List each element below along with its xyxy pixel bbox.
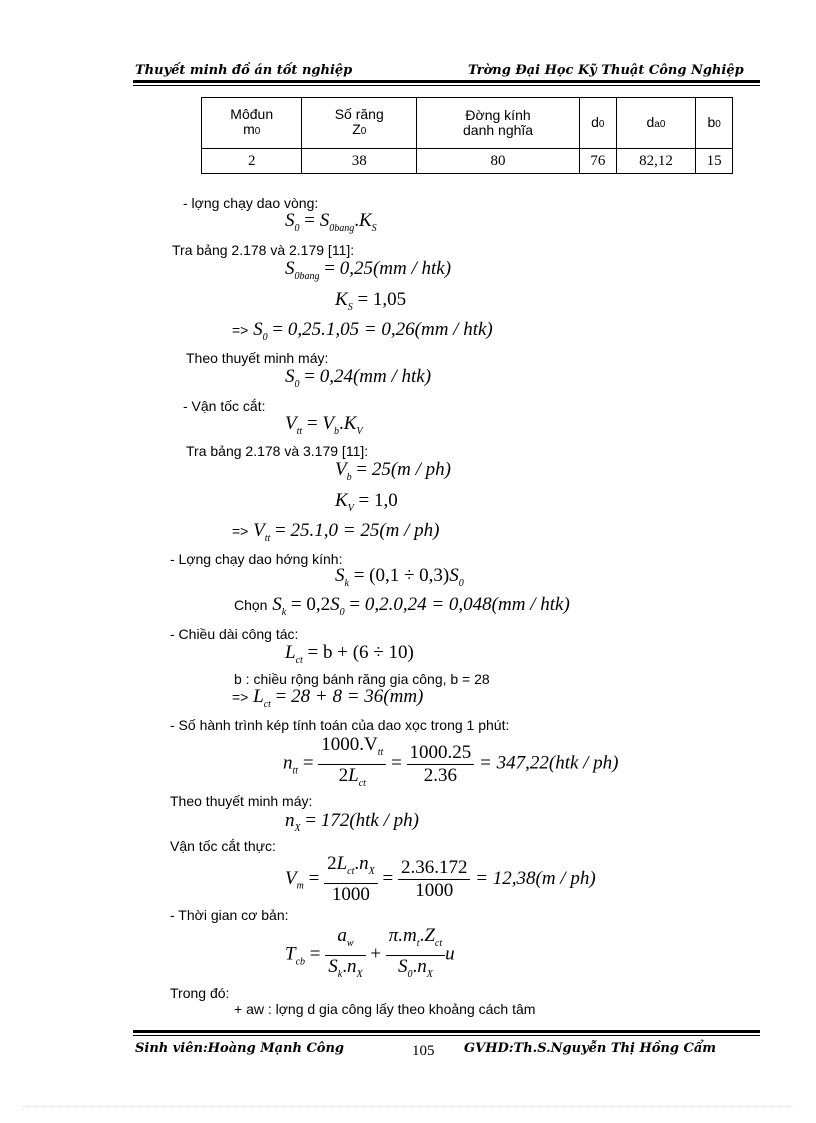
eq-value: 1,05 <box>372 289 407 310</box>
denominator: 1000 <box>415 879 454 901</box>
fraction: $\frac{a_w}{S_k.n_X}$ <box>325 925 365 986</box>
eq-value: = 12,38(m / ph) <box>475 867 596 889</box>
numerator: 2.36.172 <box>398 857 471 880</box>
text-line: Tra bảng 2.178 và 3.179 [11]: <box>186 443 369 459</box>
eq-value: 28 + 8 = 36(mm) <box>291 686 424 707</box>
equation-ntt: $n_{tt}$ = $\frac{1000.V_{tt}}{2L_{ct}}$ = $\frac{1000.25}{2.36}$ = 347,22(htk / ph) <box>283 734 619 795</box>
denominator: 1000 <box>331 883 370 905</box>
text-line: - Lợng chạy dao hớng kính: <box>170 551 343 567</box>
text-line: b : chiều rộng bánh răng gia công, b = 28 <box>234 671 490 687</box>
header-rule <box>133 80 760 83</box>
eq-value: 0,2.0,24 = 0,048(mm / htk) <box>364 594 570 615</box>
eq-value: 25(m / ph) <box>371 459 451 480</box>
th-b0: b0 <box>696 98 733 149</box>
footer-right: GVHD:Th.S.Nguyễn Thị Hồng Cẩm <box>464 1041 717 1056</box>
text-line: - lợng chạy dao vòng: <box>183 195 319 211</box>
equation-sk-calc: Chọn $S_k = 0,2S_0 = 0,2.0,24 = 0,048(mm / htk)$ <box>234 594 570 618</box>
denominator: 2.36 <box>423 764 458 786</box>
fraction: $\frac{\pi.m_t.Z_{ct}}{S_0.n_X}$ <box>386 925 445 986</box>
equation-s0-table: $S_{0bang} = 0,25(mm / htk)$ <box>285 258 452 282</box>
fraction: $\frac{2L_{ct}.n_X}{1000}$ <box>324 853 378 906</box>
text-line: Trong đó: <box>170 985 230 1001</box>
td-da0: 82,12 <box>616 149 696 174</box>
eq-value: 0,25(mm / htk) <box>339 258 452 279</box>
equation-vtt: $V_{tt} = V_b.K_V$ <box>285 413 363 437</box>
bottom-dotted-divider <box>22 1106 794 1107</box>
text-line: Tra bảng 2.178 và 2.179 [11]: <box>172 242 355 258</box>
th-diameter: Đờng kính danh nghĩa <box>417 98 580 149</box>
text-line: Theo thuyết minh máy: <box>186 350 329 366</box>
footer-left: Sinh viên:Hoàng Mạnh Công <box>135 1041 345 1056</box>
equation-s0-calc: => $S_0 = 0,25.1,05 = 0,26(mm / htk)$ <box>232 319 493 343</box>
text-line: - Thời gian cơ bản: <box>170 907 289 923</box>
fraction <box>398 857 471 902</box>
td-b0: 15 <box>696 149 733 174</box>
numerator: 1000.25 <box>407 742 475 765</box>
equation-lct: $L_{ct} = b + (6 \div 10)$ <box>285 642 414 666</box>
td-module: 2 <box>202 149 302 174</box>
eq-value: 172(htk / ph) <box>320 810 419 831</box>
equation-vtt-calc: => $V_{tt} = 25.1,0 = 25(m / ph)$ <box>232 520 440 544</box>
text-line: - Vận tốc cắt: <box>183 398 266 414</box>
eq-value: (0,1 ÷ 0,3) <box>369 565 450 586</box>
fraction <box>407 742 475 787</box>
header-rule-thin <box>133 85 760 86</box>
td-diameter: 80 <box>417 149 580 174</box>
equation-s0-machine: $S_0 = 0,24(mm / htk)$ <box>285 366 432 390</box>
numerator: 1000.V <box>321 734 378 755</box>
eq-value: 25.1,0 = 25(m / ph) <box>290 520 440 541</box>
text-line: - Số hành trình kép tính toán của dao xọc trong 1 phút: <box>170 717 510 733</box>
text-line: Vận tốc cắt thực: <box>170 838 276 854</box>
text-line: - Chiều dài công tác: <box>170 626 299 642</box>
eq-value: b + (6 ÷ 10) <box>323 642 414 663</box>
header-left: Thuyết minh đồ án tốt nghiệp <box>135 63 353 78</box>
equation-s0: $S_0 = S_{0bang}.K_S$ <box>285 210 377 234</box>
cutter-spec-table <box>201 97 733 174</box>
footer-rule-thin <box>133 1035 760 1036</box>
header-right: Trờng Đại Học Kỹ Thuật Công Nghiệp <box>468 63 744 78</box>
choose-label: Chọn <box>234 597 268 613</box>
th-teeth: Số răng Z0 <box>302 98 417 149</box>
fraction: $\frac{1000.V_{tt}}{2L_{ct}}$ <box>318 734 386 795</box>
arrow: => <box>232 322 249 338</box>
text-line: + aw : lợng d gia công lấy theo khoảng cách tâm <box>234 1001 536 1017</box>
th-da0: da0 <box>616 98 696 149</box>
equation-nx: $n_X = 172(htk / ph)$ <box>285 810 419 834</box>
footer-rule <box>133 1030 760 1033</box>
equation-ks: $K_S = 1,05$ <box>335 289 407 313</box>
eq-value: = 347,22(htk / ph) <box>479 752 619 774</box>
text-line: Theo thuyết minh máy: <box>170 793 313 809</box>
eq-value: 1,0 <box>374 490 398 511</box>
equation-vb: $V_b = 25(m / ph)$ <box>335 459 451 483</box>
page-number: 105 <box>412 1043 435 1059</box>
th-d0: d0 <box>579 98 616 149</box>
eq-value: 0,24(mm / htk) <box>319 366 432 387</box>
equation-kv: $K_V = 1,0$ <box>335 490 398 514</box>
td-teeth: 38 <box>302 149 417 174</box>
arrow: => <box>232 523 249 539</box>
arrow: => <box>232 689 249 705</box>
equation-sk-range: $S_k = (0,1 \div 0,3)S_0$ <box>335 565 464 589</box>
th-module: Môđun m0 <box>202 98 302 149</box>
equation-lct-calc: => $L_{ct} = 28 + 8 = 36(mm)$ <box>232 686 424 710</box>
equation-tcb: $T_{cb}$ = $\frac{a_w}{S_k.n_X}$ + $\frac{\pi.m_t.Z_{ct}}{S_0.n_X}$ u <box>285 925 455 986</box>
td-d0: 76 <box>579 149 616 174</box>
equation-vm: $V_m$ = $\frac{2L_{ct}.n_X}{1000}$ = $\frac{2.36.172}{1000}$ = 12,38(m / ph) <box>285 853 596 905</box>
eq-value: 0,25.1,05 = 0,26(mm / htk) <box>287 319 493 340</box>
